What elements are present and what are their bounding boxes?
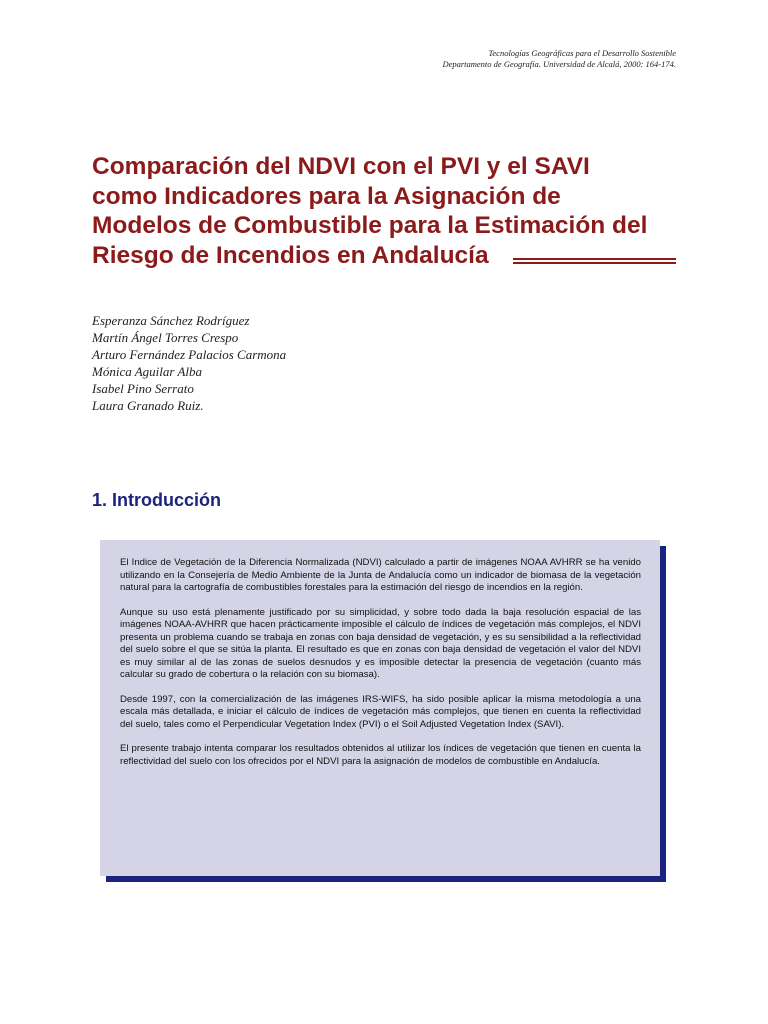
title-line: Comparación del NDVI con el PVI y el SAVI: [92, 153, 590, 180]
author-name: Esperanza Sánchez Rodríguez: [92, 313, 250, 328]
paper-title: [92, 152, 692, 270]
author-name: Laura Granado Ruiz.: [92, 398, 204, 413]
title-line: como Indicadores para la Asignación de: [92, 182, 561, 210]
running-header: [256, 48, 676, 70]
author-name: Arturo Fernández Palacios Carmona: [92, 347, 287, 362]
title-line: Riesgo de Incendios en Andalucía: [92, 241, 489, 269]
author-name: Isabel Pino Serrato: [92, 381, 194, 396]
author-list: [92, 312, 286, 414]
author-name: Mónica Aguilar Alba: [92, 364, 203, 379]
abstract-box: [100, 540, 660, 876]
title-double-rule: [513, 258, 676, 264]
abstract-paragraph: El Indice de Vegetación de la Diferencia Normalizada (NDVI) calculado a partir de imágenes NOAA AVHRR se ha venido utilizando en la Consejería de Medio Ambiente de la Junta de Andalucía como un indicador de biomasa de la vegetación natural para la cartografía de combustibles forestales para la estimación del riesgo de incendios en la región.: [120, 557, 641, 593]
title-line: Modelos de Combustible para la Estimación del: [92, 212, 648, 239]
header-line-journal: Tecnologías Geográficas para el Desarrollo Sostenible: [488, 48, 676, 58]
section-heading-introduccion: 1. Introducción: [92, 490, 222, 510]
abstract-paragraph: Aunque su uso está plenamente justificado por su simplicidad, y sobre todo dada la baja resolución espacial de las imágenes NOAA-AVHRR que hacen prácticamente imposible el cálculo de índices de vegetación más complejos, el NDVI presenta un problema cuando se trabaja en zonas con baja densidad de vegetación, y es su sensibilidad a la reflectividad del suelo sobre el que se sitúa la planta. El resultado es que en zonas con baja densidad de vegetación el valor del NDVI es muy similar al de las zonas de suelos desnudos y es imposible detectar la presencia de vegetación (cuanto más calcular su grado de cobertura o la relación con su biomasa).: [120, 606, 641, 680]
header-line-department: Departamento de Geografía. Universidad de Alcalá, 2000: 164-174.: [442, 59, 676, 69]
author-name: Martín Ángel Torres Crespo: [92, 330, 239, 345]
abstract-paragraph: Desde 1997, con la comercialización de las imágenes IRS-WIFS, ha sido posible aplicar la misma metodología a una escala más detallada, e iniciar el cálculo de índices de vegetación más complejos, que tienen en cuenta la reflectividad del suelo, tales como el Perpendicular Vegetation Index (PVI) o el Soil Adjusted Vegetation Index (SAVI).: [120, 693, 641, 730]
abstract-paragraph: El presente trabajo intenta comparar los resultados obtenidos al utilizar los índices de vegetación que tienen en cuenta la reflectividad del suelo con los ofrecidos por el NDVI para la asignación de modelos de combustible en Andalucía.: [120, 743, 641, 767]
